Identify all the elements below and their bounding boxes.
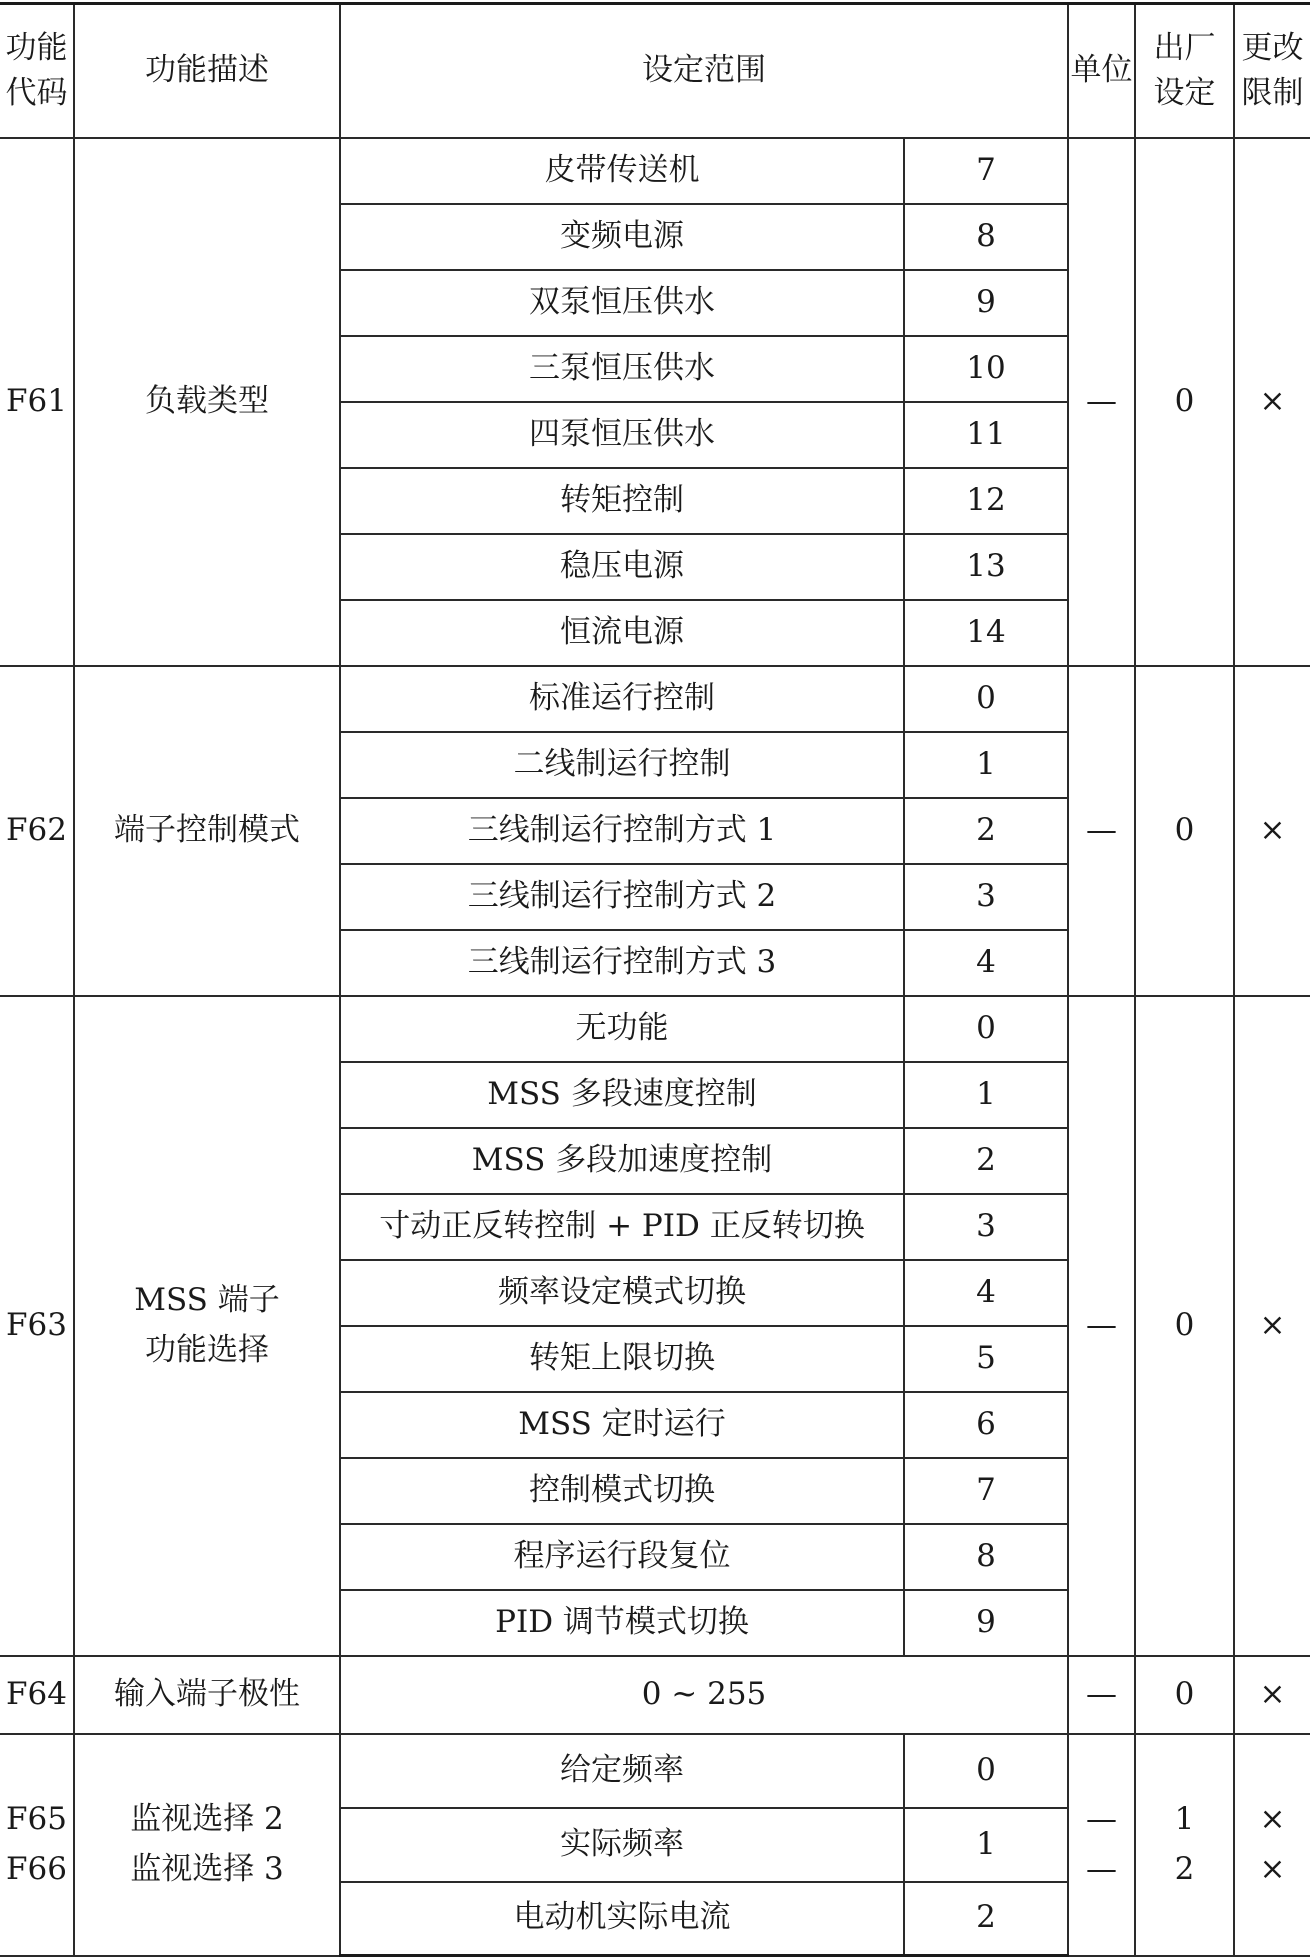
param-factory bbox=[1135, 1734, 1234, 1956]
option-label: 三线制运行控制方式 1 bbox=[340, 798, 904, 864]
table-row bbox=[0, 138, 1310, 204]
header-factory: 出厂 设定 bbox=[1135, 4, 1234, 138]
param-factory: 0 bbox=[1135, 1656, 1234, 1734]
param-unit: — bbox=[1068, 996, 1135, 1656]
header-unit: 单位 bbox=[1068, 4, 1135, 138]
param-change: × bbox=[1234, 666, 1310, 996]
param-change: × bbox=[1234, 138, 1310, 666]
param-factory: 0 bbox=[1135, 666, 1234, 996]
option-label: 二线制运行控制 bbox=[340, 732, 904, 798]
option-label: 无功能 bbox=[340, 996, 904, 1062]
param-desc bbox=[74, 996, 340, 1656]
param-desc: 输入端子极性 bbox=[74, 1656, 340, 1734]
param-desc bbox=[74, 666, 340, 996]
option-value: 12 bbox=[904, 468, 1068, 534]
option-label: 双泵恒压供水 bbox=[340, 270, 904, 336]
option-value: 4 bbox=[904, 930, 1068, 996]
param-code: F61 bbox=[0, 138, 74, 666]
option-value: 1 bbox=[904, 1808, 1068, 1882]
parameter-table bbox=[0, 2, 1310, 1957]
header-change: 更改 限制 bbox=[1234, 4, 1310, 138]
option-label: 电动机实际电流 bbox=[340, 1882, 904, 1956]
header-range: 设定范围 bbox=[340, 4, 1068, 138]
option-label: MSS 多段速度控制 bbox=[340, 1062, 904, 1128]
param-code: F63 bbox=[0, 996, 74, 1656]
table-body bbox=[0, 4, 1310, 1956]
option-value: 1 bbox=[904, 1062, 1068, 1128]
option-value: 0 bbox=[904, 996, 1068, 1062]
option-label: 稳压电源 bbox=[340, 534, 904, 600]
param-change-line: × bbox=[1259, 1850, 1286, 1887]
param-factory-line: 2 bbox=[1174, 1850, 1195, 1887]
option-value: 2 bbox=[904, 1128, 1068, 1194]
param-desc-line: 监视选择 2 bbox=[130, 1800, 284, 1837]
table-row bbox=[0, 666, 1310, 732]
param-range: 0 ~ 255 bbox=[340, 1656, 1068, 1734]
param-unit bbox=[1068, 1734, 1135, 1956]
param-desc bbox=[74, 138, 340, 666]
option-label: 给定频率 bbox=[340, 1734, 904, 1808]
option-value: 5 bbox=[904, 1326, 1068, 1392]
option-label: 程序运行段复位 bbox=[340, 1524, 904, 1590]
param-desc-line: MSS 端子 bbox=[134, 1281, 280, 1318]
option-label: PID 调节模式切换 bbox=[340, 1590, 904, 1656]
table-row bbox=[0, 1734, 1310, 1808]
param-desc bbox=[74, 1734, 340, 1956]
option-value: 1 bbox=[904, 732, 1068, 798]
option-label: 实际频率 bbox=[340, 1808, 904, 1882]
param-desc-line: 监视选择 3 bbox=[130, 1850, 284, 1887]
option-label: 寸动正反转控制 + PID 正反转切换 bbox=[340, 1194, 904, 1260]
option-value: 6 bbox=[904, 1392, 1068, 1458]
option-value: 9 bbox=[904, 1590, 1068, 1656]
option-value: 13 bbox=[904, 534, 1068, 600]
option-label: 皮带传送机 bbox=[340, 138, 904, 204]
option-value: 0 bbox=[904, 666, 1068, 732]
option-label: MSS 定时运行 bbox=[340, 1392, 904, 1458]
param-desc-line: 端子控制模式 bbox=[114, 811, 300, 848]
header-desc: 功能描述 bbox=[74, 4, 340, 138]
option-value: 9 bbox=[904, 270, 1068, 336]
param-factory: 0 bbox=[1135, 996, 1234, 1656]
option-label: 转矩控制 bbox=[340, 468, 904, 534]
option-label: 四泵恒压供水 bbox=[340, 402, 904, 468]
option-value: 8 bbox=[904, 1524, 1068, 1590]
param-code bbox=[0, 1734, 74, 1956]
param-unit: — bbox=[1068, 666, 1135, 996]
option-label: 变频电源 bbox=[340, 204, 904, 270]
param-change bbox=[1234, 1734, 1310, 1956]
param-factory-line: 1 bbox=[1174, 1800, 1195, 1837]
option-value: 3 bbox=[904, 864, 1068, 930]
param-desc-line: 功能选择 bbox=[145, 1331, 269, 1368]
option-value: 4 bbox=[904, 1260, 1068, 1326]
param-unit-line: — bbox=[1086, 1800, 1117, 1837]
param-change-line: × bbox=[1259, 1800, 1286, 1837]
option-label: 三线制运行控制方式 2 bbox=[340, 864, 904, 930]
option-label: 三线制运行控制方式 3 bbox=[340, 930, 904, 996]
param-desc-line: 负载类型 bbox=[145, 382, 269, 419]
option-value: 2 bbox=[904, 1882, 1068, 1956]
param-unit: — bbox=[1068, 138, 1135, 666]
param-change: × bbox=[1234, 996, 1310, 1656]
option-label: 频率设定模式切换 bbox=[340, 1260, 904, 1326]
param-code-line: F66 bbox=[6, 1850, 67, 1887]
param-code-line: F65 bbox=[6, 1800, 67, 1837]
option-value: 11 bbox=[904, 402, 1068, 468]
param-unit-line: — bbox=[1086, 1850, 1117, 1887]
param-code: F62 bbox=[0, 666, 74, 996]
table-row bbox=[0, 996, 1310, 1062]
option-value: 14 bbox=[904, 600, 1068, 666]
param-change: × bbox=[1234, 1656, 1310, 1734]
option-value: 7 bbox=[904, 138, 1068, 204]
param-unit: — bbox=[1068, 1656, 1135, 1734]
header-code: 功能 代码 bbox=[0, 4, 74, 138]
header-row bbox=[0, 4, 1310, 138]
table-row bbox=[0, 1656, 1310, 1734]
option-label: MSS 多段加速度控制 bbox=[340, 1128, 904, 1194]
option-value: 10 bbox=[904, 336, 1068, 402]
param-factory: 0 bbox=[1135, 138, 1234, 666]
param-code: F64 bbox=[0, 1656, 74, 1734]
option-label: 控制模式切换 bbox=[340, 1458, 904, 1524]
option-value: 3 bbox=[904, 1194, 1068, 1260]
option-label: 三泵恒压供水 bbox=[340, 336, 904, 402]
option-value: 7 bbox=[904, 1458, 1068, 1524]
option-value: 2 bbox=[904, 798, 1068, 864]
option-label: 转矩上限切换 bbox=[340, 1326, 904, 1392]
option-label: 标准运行控制 bbox=[340, 666, 904, 732]
option-value: 0 bbox=[904, 1734, 1068, 1808]
option-label: 恒流电源 bbox=[340, 600, 904, 666]
option-value: 8 bbox=[904, 204, 1068, 270]
